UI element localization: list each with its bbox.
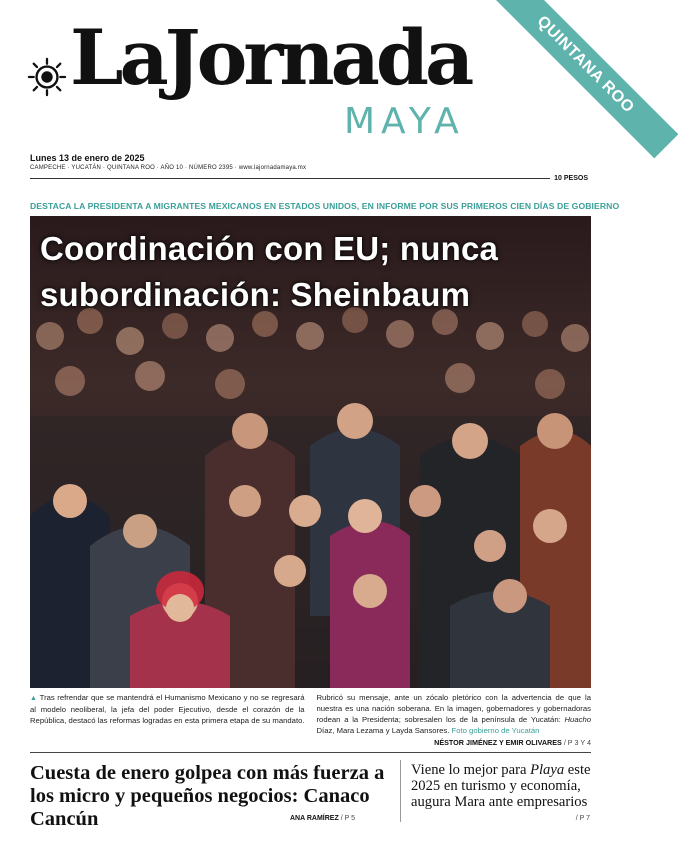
story-canaco-headline[interactable]: Cuesta de enero golpea con más fuerza a los micro y pequeños negocios: Canaco Cancún	[30, 762, 385, 830]
lead-byline	[434, 738, 591, 747]
masthead	[0, 0, 638, 150]
story-playa-page[interactable]: / P 7	[575, 815, 590, 822]
lead-headline[interactable]: Coordinación con EU; nunca subordinación: Sheinbaum	[40, 230, 499, 313]
lead-kicker: DESTACA LA PRESIDENTA A MIGRANTES MEXICANOS EN ESTADOS UNIDOS, EN INFORME POR SUS PRIMEROS CIEN DÍAS DE GOBIERNO	[30, 201, 620, 211]
caption-text-end: Díaz, Mara Lezama y Layda Sansores.	[316, 726, 450, 735]
brand-subtitle: MAYA	[344, 101, 465, 142]
story-canaco-page[interactable]: / P 5	[340, 815, 355, 822]
issue-info: CAMPECHE · YUCATÁN · QUINTANA ROO · AÑO 10 · NÚMERO 2395 · www.lajornadamaya.mx	[30, 165, 307, 171]
story-playa-head-italic: Playa	[530, 762, 565, 778]
story-playa-head-post: este 2025 en turismo y economía, augura Mara ante empresarios	[411, 762, 591, 810]
column-divider	[400, 760, 401, 822]
lead-byline-authors: NÉSTOR JIMÉNEZ Y EMIR OLIVARES	[434, 738, 562, 747]
header-divider	[30, 178, 590, 179]
caption-text: Tras refrendar que se mantendrá el Humanismo Mexicano y no se regresará al modelo neoliberal, la jefa del poder Ejecutivo, desde el corazón de la República, destacó las reformas logradas en esta primera etapa de su mandato. Rubricó su mensaje, ante un zócalo pletórico con la advertencia de que la nuestra es una nación soberana. En la imagen, gobernadores y gobernadoras rodean a la Presidenta; sobresalen los de la península de Yucatán:	[30, 693, 591, 725]
price: 10 PESOS	[550, 175, 592, 182]
sun-logo-icon	[28, 58, 66, 96]
story-playa-head-pre: Viene lo mejor para	[411, 762, 527, 778]
story-playa-byline	[576, 815, 590, 822]
story-playa-headline[interactable]	[411, 762, 591, 810]
edition-label: QUINTANA ROO	[492, 0, 678, 158]
caption-triangle-icon: ▲	[30, 695, 38, 702]
issue-date: Lunes 13 de enero de 2025	[30, 153, 145, 163]
edition-ribbon	[450, 0, 638, 150]
story-canaco-author: ANA RAMÍREZ	[290, 815, 339, 822]
photo-credit: Foto gobierno de Yucatán	[451, 726, 540, 735]
brand-logo: LaJornada	[70, 13, 471, 102]
caption-italic: Huacho	[564, 715, 591, 724]
lead-page-ref[interactable]: / P 3 Y 4	[563, 738, 591, 747]
photo-caption	[30, 692, 591, 736]
section-divider	[30, 752, 591, 753]
story-canaco-byline	[290, 815, 355, 822]
